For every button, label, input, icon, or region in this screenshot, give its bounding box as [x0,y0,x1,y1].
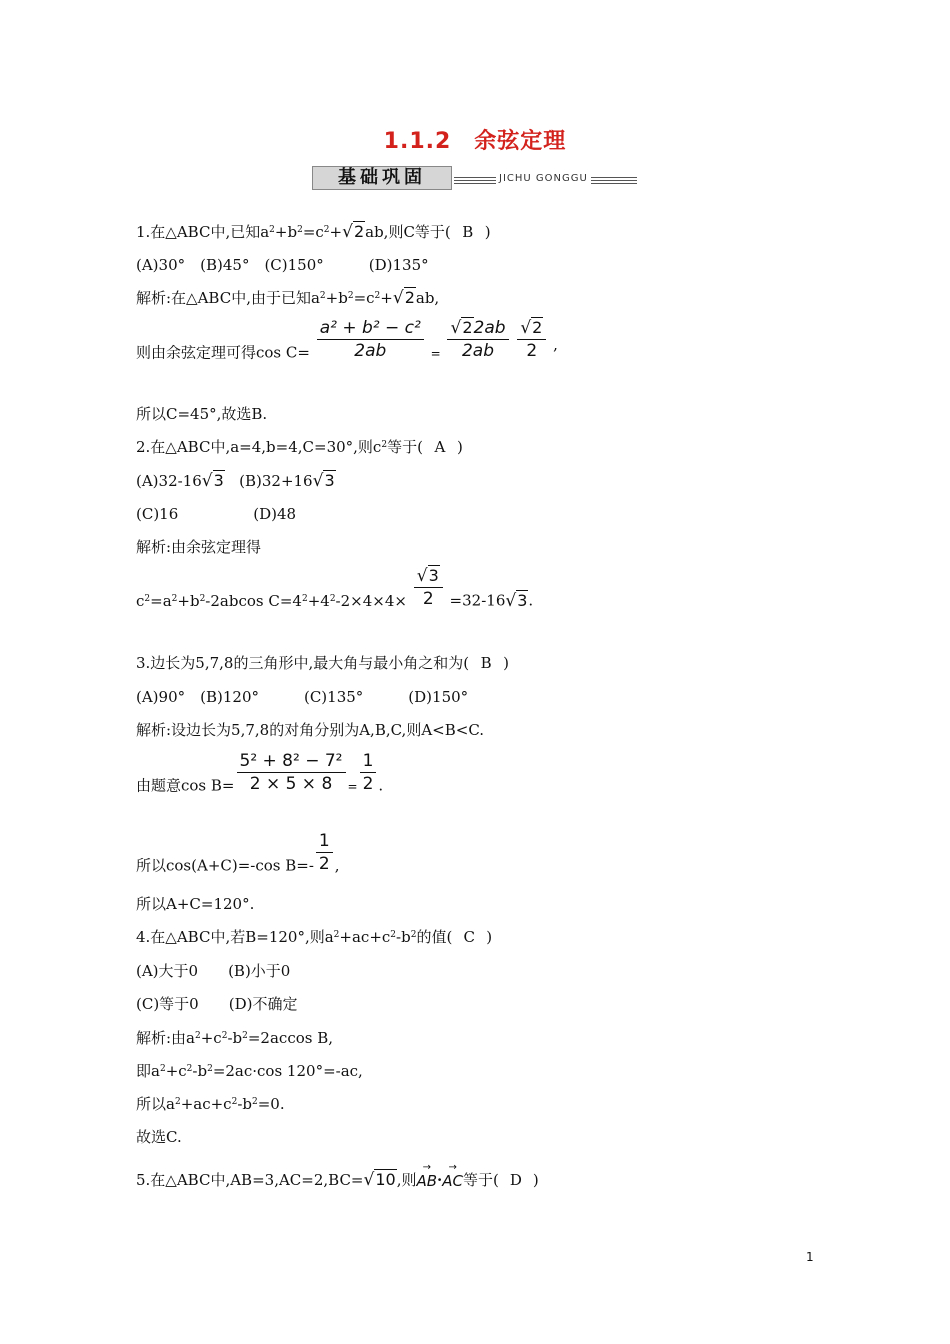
q1-solution-3: 所以C=45°,故选B. [136,405,268,423]
fraction-one-half: $\frac{1}{2}$ [360,751,377,794]
page-number: 1 [806,1250,814,1264]
q5-answer: D [509,1171,522,1189]
vector-ab: → AB [416,1162,438,1190]
q2-solution-2: $c^2=a^2+b^2-2abcos$ $C=4^2+4^2-2\times 4\times 4\times$ $\frac{√3}{2}$ =32-16√3. [136,566,534,611]
q4-solution-1: 解析:由$a^2+c^2-b^2=2accos$ B, [136,1029,334,1047]
q4-options-cd: (C)等于0 (D)不确定 [136,995,298,1013]
q3-options: (A)90° (B)120° (C)135° (D)150° [136,688,469,706]
q2-answer: A [434,438,446,456]
fraction-cosB: $\frac{\text{5² + 8² − 7²}}{2 \times 5 \times 8}$ [237,751,346,794]
q1-stem: 1.在△ABC中,已知$a^2+b^2=c^2+√2ab$,则C等于( B ) [136,222,491,242]
q4-stem: 4.在△ABC中,若B=120°,则$a^2+ac+c^2-b^2$的值( C ) [136,928,493,946]
q3-solution-1: 解析:设边长为5,7,8的对角分别为A,B,C,则A<B<C. [136,721,485,739]
q3-answer: B [480,654,492,672]
q4-options-ab: (A)大于0 (B)小于0 [136,962,291,980]
fraction-neg-one-half: $\frac{1}{2}$ [316,831,333,874]
fraction-sqrt2ab: $\frac{√22ab}{2ab}$ [447,318,508,361]
q2-solution-1: 解析:由余弦定理得 [136,538,262,556]
q1-options: (A)30° (B)45° (C)150° (D)135° [136,256,429,274]
q3-solution-4: 所以A+C=120°. [136,895,255,913]
sqrt-2: √2 [342,222,365,242]
q1-solution-2: 则由余弦定理可得cos C= $\frac{\text{a² + b² − c²}}{2ab}$ $_=$ $\frac{√22ab}{2ab}$ $\frac{√2}{2}$ , [136,318,558,362]
q5-stem: 5.在△ABC中,AB=3,AC=2,BC=√10,则 → AB · → AC 等于( D ) [136,1162,539,1190]
q2-options-cd: (C)16 (D)48 [136,505,297,523]
banner-sub: JICHU GONGGU [496,173,591,184]
fraction-sqrt3-over-2: $\frac{√3}{2}$ [414,566,443,609]
sqrt-10: √10 [363,1170,396,1190]
q4-answer: C [463,928,476,946]
fraction-cosC: $\frac{\text{a² + b² − c²}}{2ab}$ [317,318,424,361]
page-title: 1.1.2 余弦定理 [383,129,567,154]
q3-solution-3: 所以cos(A+C)=-cos B=- $\frac{1}{2}$ , [136,831,340,875]
banner-label: 基础巩固 [312,166,452,190]
vector-ac: → AC [442,1162,464,1190]
q3-solution-2: 由题意cos B= $\frac{\text{5² + 8² − 7²}}{2 \times 5 \times 8}$ $_=$ $\frac{1}{2}$ . [136,751,384,795]
q2-options-ab: (A)32-16√3 (B)32+16√3 [136,471,335,491]
q1-answer: B [462,223,474,241]
q1-solution-1: 解析:在△ABC中,由于已知$a^2+b^2=c^2+√2ab$, [136,288,440,308]
q3-stem: 3.边长为5,7,8的三角形中,最大角与最小角之和为( B ) [136,654,509,672]
q2-stem: 2.在△ABC中,a=4,b=4,C=30°,则$c^2$等于( A ) [136,438,463,456]
section-banner [312,166,637,192]
q4-solution-2: 即$a^2+c^2-b^2=2ac\cdot\cos$ 120°=-ac, [136,1062,363,1080]
q4-solution-4: 故选C. [136,1128,182,1146]
fraction-sqrt2-over-2: $\frac{√2}{2}$ [517,318,546,361]
q4-solution-3: 所以$a^2+ac+c^2-b^2=0$. [136,1095,285,1113]
